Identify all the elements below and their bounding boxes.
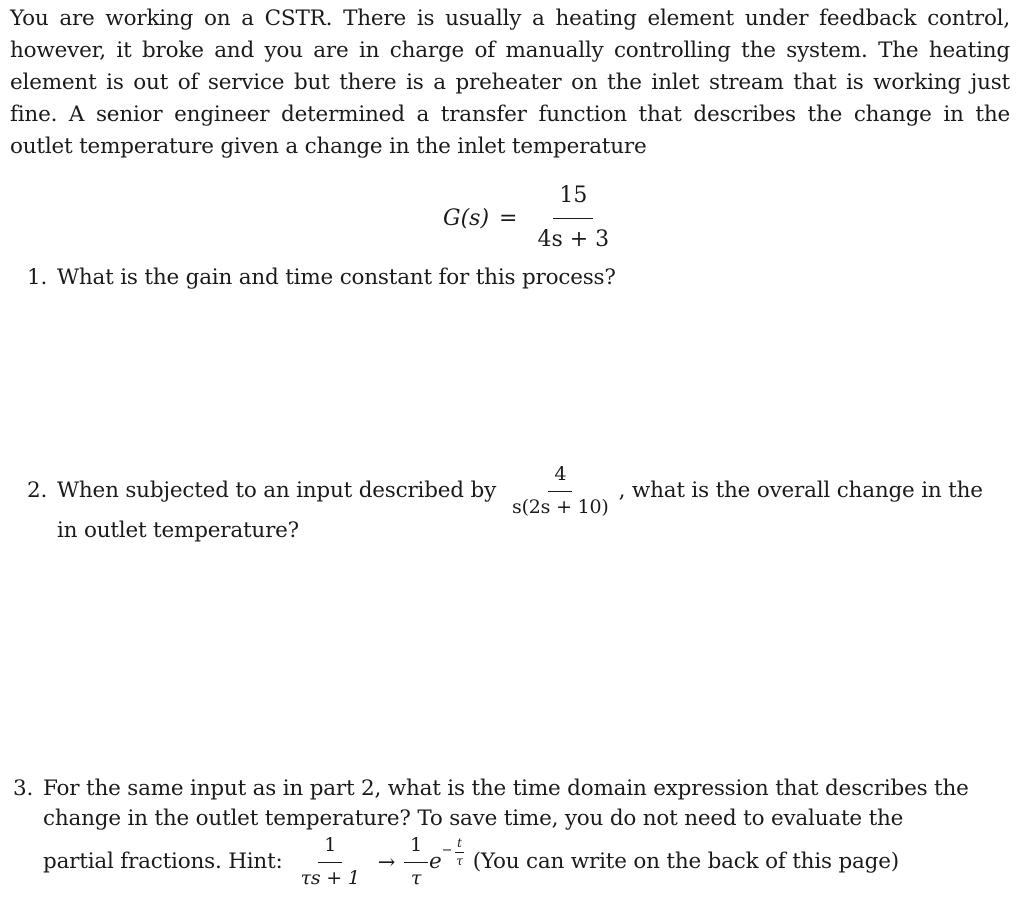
question-3-hint-suffix: (You can write on the back of this page) (472, 849, 899, 874)
question-2-text-after: , what is the overall change in the (618, 478, 983, 503)
hint-exp-denominator: τ (456, 853, 463, 868)
hint-exp-numerator: t (455, 836, 464, 852)
question-2-text-before: When subjected to an input described by (57, 478, 497, 503)
question-1 (27, 263, 987, 295)
hint-time-fraction (404, 834, 428, 890)
equation-equals: = (499, 205, 518, 231)
hint-rhs-numerator: 1 (404, 834, 428, 863)
hint-exp-fraction (454, 836, 464, 868)
hint-numerator: 1 (318, 834, 342, 863)
input-function-denominator: s(2s + 10) (512, 496, 609, 518)
hint-exp-base: e (429, 849, 442, 874)
hint-denominator: τs + 1 (300, 867, 360, 889)
transfer-function-denominator: 4s + 3 (537, 226, 610, 252)
transfer-function-equation (443, 183, 619, 253)
question-3-number: 3. (13, 776, 34, 801)
transfer-function-fraction (531, 183, 615, 253)
question-2-text-line-2: in outlet temperature? (57, 518, 300, 543)
hint-rhs-denominator: τ (410, 867, 422, 889)
question-2-line-1 (57, 462, 983, 520)
question-3-hint-prefix: partial fractions. Hint: (43, 849, 283, 874)
question-1-number: 1. (27, 265, 48, 290)
question-2-number: 2. (27, 478, 48, 503)
hint-exp-sign: − (441, 843, 453, 859)
question-3-line-1: For the same input as in part 2, what is the time domain expression that describes the (43, 776, 969, 801)
equation-lhs: G(s) (443, 205, 490, 231)
question-1-text: What is the gain and time constant for this process? (57, 265, 616, 290)
input-function-numerator: 4 (548, 463, 572, 492)
question-3-line-2: change in the outlet temperature? To save time, you do not need to evaluate the (43, 806, 904, 831)
question-3-line-3 (43, 834, 899, 890)
input-function-fraction (506, 463, 615, 519)
hint-exponent (442, 836, 467, 868)
transfer-function-numerator: 15 (553, 183, 593, 218)
question-2 (27, 462, 987, 552)
hint-laplace-fraction (295, 834, 366, 890)
problem-statement: You are working on a CSTR. There is usually a heating element under feedback control, however, it broke and you are in charge of manually controlling the system. The heating element is out of service but there is a preheater on the inlet stream that is working just fine. A senior engineer determined a transfer function that describes the change in the outlet temperature given a change in the inlet temperature (10, 6, 1010, 159)
question-3 (13, 774, 1003, 894)
hint-arrow: → (377, 850, 396, 874)
